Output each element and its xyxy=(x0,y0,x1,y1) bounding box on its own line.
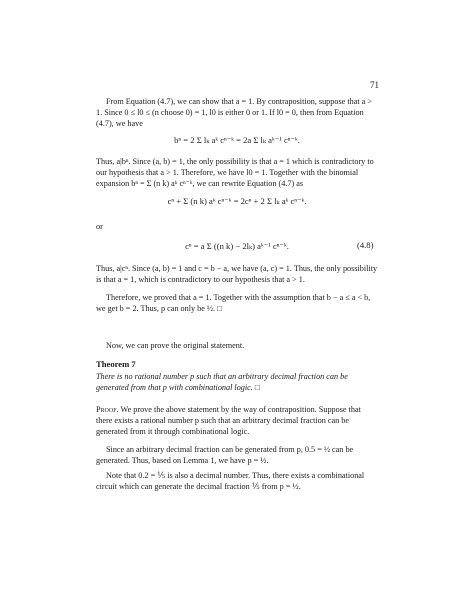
equation-2: cⁿ + Σ (n k) aᵏ cⁿ⁻ᵏ = 2cⁿ + 2 Σ lₖ aᵏ cⁿ⁻ᵏ. xyxy=(167,196,307,206)
proof-label: Proof. xyxy=(96,405,119,414)
or-label: or xyxy=(96,222,103,231)
equation-number: (4.8) xyxy=(357,240,374,250)
equation-3: cⁿ = a Σ ((n k) − 2lₖ) aᵏ⁻¹ cⁿ⁻ᵏ. xyxy=(185,241,289,251)
paragraph-1: From Equation (4.7), we can show that a = 1. By contraposition, suppose that a > 1. Since 0 ≤ l0 ≤ (n choose 0) = 1, l0 is either 0 or 1. If l0 = 0, then from Equation (4.7), we have xyxy=(96,97,372,128)
paragraph-2: Thus, a|bⁿ. Since (a, b) = 1, the only possibility is that a = 1 which is contradictory to our hypothesis that a > 1. Therefore, we have l0 = 1. Together with the binomial expansion bⁿ = Σ (n k) aᵏ cⁿ⁻ᵏ, we can rewrite Equation (4.7) as xyxy=(96,157,374,188)
paragraph-3: Thus, a|cⁿ. Since (a, b) = 1 and c = b − a, we have (a, c) = 1. Thus, the only possibility is that a = 1, which is contradictory to our hypothesis that a > 1. xyxy=(96,264,378,284)
theorem-statement: There is no rational number p such that an arbitrary decimal fraction can be generated from that p with combinational logic. □ xyxy=(96,372,348,392)
paragraph-7: Note that 0.2 = ⅕ is also a decimal number. Thus, there exists a combinational circuit which can generate the decimal fraction ⅕ from p = ½. xyxy=(96,471,365,491)
proof-paragraph xyxy=(96,404,378,437)
equation-1: bⁿ = 2 Σ lₖ aᵏ cⁿ⁻ᵏ = 2a Σ lₖ aᵏ⁻¹ cⁿ⁻ᵏ. xyxy=(174,135,300,145)
proof-text: We prove the above statement by the way of contraposition. Suppose that there exists a rational number p such that an arbitrary decimal fraction can be generated from it through combinational logic. xyxy=(96,405,361,436)
paragraph-5: Now, we can prove the original statement. xyxy=(106,341,245,350)
paragraph-6: Since an arbitrary decimal fraction can be generated from p, 0.5 = ½ can be generated. Thus, based on Lemma 1, we have p = ½. xyxy=(96,445,354,465)
page-number: 71 xyxy=(370,80,379,90)
paragraph-4: Therefore, we proved that a = 1. Together with the assumption that b − a ≤ a < b, we get b = 2. Thus, p can only be ½. □ xyxy=(96,293,371,313)
theorem-title: Theorem 7 xyxy=(96,359,136,369)
